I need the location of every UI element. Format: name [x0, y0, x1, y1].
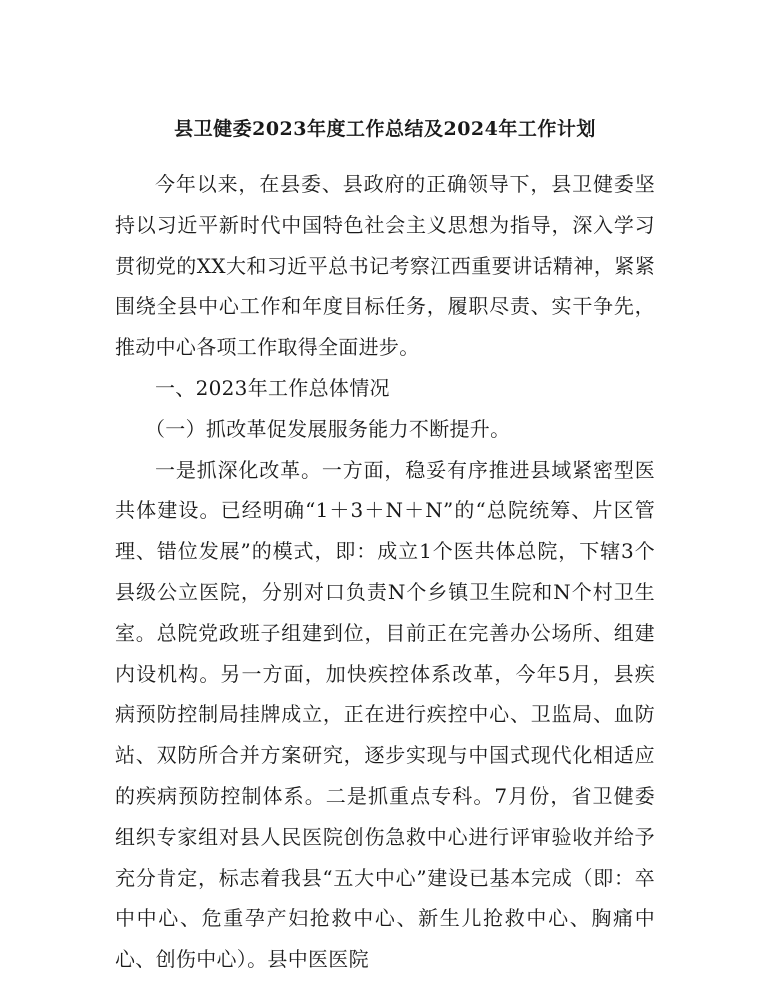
- subsection-heading: （一）抓改革促发展服务能力不断提升。: [145, 416, 511, 441]
- document-body: [115, 164, 655, 980]
- section-heading: 一、2023年工作总体情况: [155, 375, 390, 400]
- body-paragraph: 一是抓深化改革。一方面，稳妥有序推进县域紧密型医共体建设。已经明确“1＋3＋N＋N”的“总院统筹、片区管理、错位发展”的模式，即：成立1个医共体总院，下辖3个县级公立医院，分别对口负责N个乡镇卫生院和N个村卫生室。总院党政班子组建到位，目前正在完善办公场所、组建内设机构。另一方面，加快疾控体系改革，今年5月，县疾病预防控制局挂牌成立，正在进行疾控中心、卫监局、血防站、双防所合并方案研究，逐步实现与中国式现代化相适应的疾病预防控制体系。二是抓重点专科。7月份，省卫健委组织专家组对县人民医院创伤急救中心进行评审验收并给予充分肯定，标志着我县“五大中心”建设已基本完成（即：卒中中心、危重孕产妇抢救中心、新生儿抢救中心、胸痛中心、创伤中心）。县中医医院: [115, 457, 655, 972]
- intro-paragraph: 今年以来，在县委、县政府的正确领导下，县卫健委坚持以习近平新时代中国特色社会主义思想为指导，深入学习贯彻党的XX大和习近平总书记考察江西重要讲话精神，紧紧围绕全县中心工作和年度目标任务，履职尽责、实干争先，推动中心各项工作取得全面进步。: [115, 172, 655, 360]
- document-title: 县卫健委2023年度工作总结及2024年工作计划: [174, 118, 596, 140]
